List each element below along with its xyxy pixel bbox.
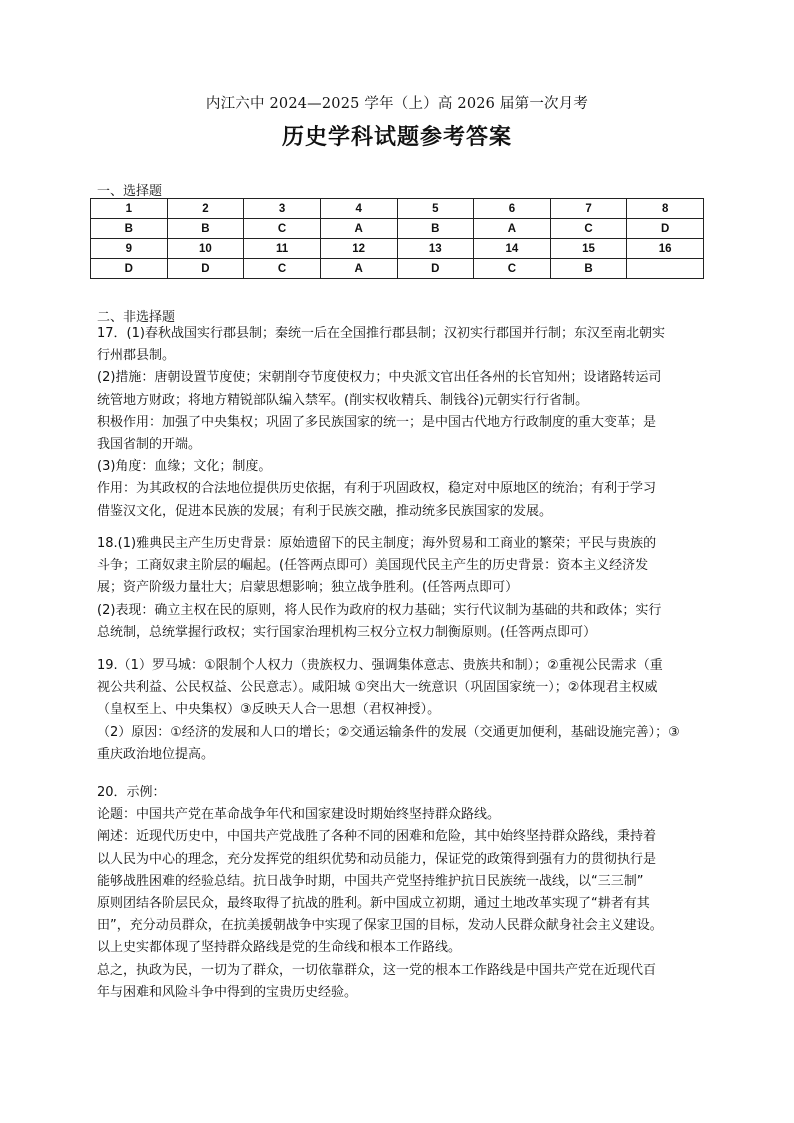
answer-line: (3)角度：血缘；文化；制度。 bbox=[97, 459, 272, 475]
answer-line: 积极作用：加强了中央集权；巩固了多民族国家的统一；是中国古代地方行政制度的重大变革；是 bbox=[97, 414, 657, 430]
question-number-cell: 8 bbox=[627, 199, 704, 219]
answer-cell: B bbox=[91, 219, 168, 239]
answer-cell: D bbox=[91, 259, 168, 279]
question-19-answer bbox=[97, 655, 700, 766]
answer-cell: D bbox=[627, 219, 704, 239]
answer-line: 论题：中国共产党在革命战争年代和国家建设时期始终坚持群众路线。 bbox=[97, 807, 501, 823]
answer-line: (2)表现：确立主权在民的原则，将人民作为政府的权力基础；实行代议制为基础的共和政体；实行 bbox=[97, 602, 662, 618]
answer-cell: A bbox=[474, 219, 551, 239]
answer-line: 统管地方财政；将地方精锐部队编入禁军。(削实权收精兵、制钱谷)元朝实行行省制。 bbox=[97, 392, 589, 408]
answer-line: 年与困难和风险斗争中得到的宝贵历史经验。 bbox=[97, 984, 358, 1000]
answer-line: 视公共利益、公民权益、公民意志）。咸阳城 ①突出大一统意识（巩固国家统一）；②体现君主权威 bbox=[97, 680, 658, 696]
answer-line: 借鉴汉文化，促进本民族的发展；有利于民族交融，推动统多民族国家的发展。 bbox=[97, 503, 553, 519]
answer-line: 总之，执政为民，一切为了群众，一切依靠群众，这一党的根本工作路线是中国共产党在近现代百 bbox=[97, 962, 657, 978]
question-number-cell: 11 bbox=[244, 239, 321, 259]
answer-row bbox=[91, 259, 704, 279]
answer-line: (2)措施：唐朝设置节度使；宋朝削夺节度使权力；中央派文官出任各州的长官知州；设诸路转运司 bbox=[97, 370, 662, 386]
question-number-cell: 2 bbox=[167, 199, 244, 219]
question-number-cell: 6 bbox=[474, 199, 551, 219]
section-heading-non-choice: 二、非选择题 bbox=[97, 310, 176, 325]
question-number-cell: 1 bbox=[91, 199, 168, 219]
question-number-row bbox=[91, 239, 704, 259]
answer-cell: A bbox=[320, 259, 397, 279]
answer-line: 行州郡县制。 bbox=[97, 348, 176, 364]
answer-cell: D bbox=[167, 259, 244, 279]
page-title: 历史学科试题参考答案 bbox=[281, 124, 512, 150]
answer-line: 以人民为中心的理念，充分发挥党的组织优势和动员能力，保证党的政策得到强有力的贯彻执行是 bbox=[97, 851, 657, 867]
question-17-answer bbox=[97, 323, 700, 523]
exam-title: 内江六中 2024—2025 学年（上）高 2026 届第一次月考 bbox=[205, 96, 589, 112]
answer-cell: B bbox=[397, 219, 474, 239]
answer-cell: A bbox=[320, 219, 397, 239]
answer-cell: B bbox=[550, 259, 627, 279]
answer-cell: C bbox=[550, 219, 627, 239]
answer-cell: B bbox=[167, 219, 244, 239]
answer-line: 阐述：近现代历史中，中国共产党战胜了各种不同的困难和危险，其中始终坚持群众路线，秉持着 bbox=[97, 829, 657, 845]
answer-line: 重庆政治地位提高。 bbox=[97, 746, 215, 762]
question-number-cell: 7 bbox=[550, 199, 627, 219]
question-20-answer bbox=[97, 782, 700, 1004]
question-number-cell: 3 bbox=[244, 199, 321, 219]
question-number-cell: 10 bbox=[167, 239, 244, 259]
question-number-cell: 14 bbox=[474, 239, 551, 259]
answer-line: 20．示例： bbox=[97, 785, 166, 800]
answer-line: 展；资产阶级力量壮大；启蒙思想影响；独立战争胜利。(任答两点即可） bbox=[97, 580, 519, 596]
answer-cell: D bbox=[397, 259, 474, 279]
question-number-cell: 9 bbox=[91, 239, 168, 259]
answer-line: 原则团结各阶层民众，最终取得了抗战的胜利。新中国成立初期，通过土地改革实现了“耕者有其 bbox=[97, 896, 650, 912]
answer-line: 斗争；工商奴隶主阶层的崛起。(任答两点即可）美国现代民主产生的历史背景：资本主义经济发 bbox=[97, 558, 649, 574]
choice-answer-table bbox=[90, 198, 704, 279]
answer-line: 以上史实都体现了坚持群众路线是党的生命线和根本工作路线。 bbox=[97, 940, 462, 956]
answer-line: 田”，充分动员群众，在抗美援朝战争中实现了保家卫国的目标，发动人民群众献身社会主义建设。 bbox=[97, 918, 663, 934]
answer-line: （皇权至上、中央集权）③反映天人合一思想（君权神授）。 bbox=[97, 702, 441, 718]
answer-cell: C bbox=[244, 259, 321, 279]
answer-line: 18.(1)雅典民主产生历史背景：原始遗留下的民主制度；海外贸易和工商业的繁荣；平民与贵族的 bbox=[97, 536, 657, 551]
answer-line: 作用：为其政权的合法地位提供历史依据，有利于巩固政权，稳定对中原地区的统治；有利于学习 bbox=[97, 481, 657, 497]
section-heading-multiple-choice: 一、选择题 bbox=[97, 184, 163, 199]
question-number-row bbox=[91, 199, 704, 219]
question-number-cell: 5 bbox=[397, 199, 474, 219]
answer-cell: C bbox=[244, 219, 321, 239]
answer-line: 19.（1）罗马城：①限制个人权力（贵族权力、强调集体意志、贵族共和制）；②重视公民需求（重 bbox=[97, 658, 663, 673]
answer-line: （2）原因：①经济的发展和人口的增长；②交通运输条件的发展（交通更加便利，基础设施完善）；③ bbox=[97, 724, 680, 740]
answer-line: 我国省制的开端。 bbox=[97, 437, 202, 453]
question-number-cell: 16 bbox=[627, 239, 704, 259]
question-18-answer bbox=[97, 533, 700, 644]
question-number-cell: 4 bbox=[320, 199, 397, 219]
question-number-cell: 12 bbox=[320, 239, 397, 259]
answer-line: 总统制，总统掌握行政权；实行国家治理机构三权分立权力制衡原则。(任答两点即可） bbox=[97, 624, 597, 640]
answer-row bbox=[91, 219, 704, 239]
answer-cell: C bbox=[474, 259, 551, 279]
answer-cell bbox=[627, 259, 704, 279]
question-number-cell: 13 bbox=[397, 239, 474, 259]
answer-line: 17．(1)春秋战国实行郡县制；秦统一后在全国推行郡县制；汉初实行郡国并行制；东汉至南北朝实 bbox=[97, 326, 665, 341]
question-number-cell: 15 bbox=[550, 239, 627, 259]
answer-line: 能够战胜困难的经验总结。抗日战争时期，中国共产党坚持维护抗日民族统一战线，以“三三制” bbox=[97, 873, 644, 889]
